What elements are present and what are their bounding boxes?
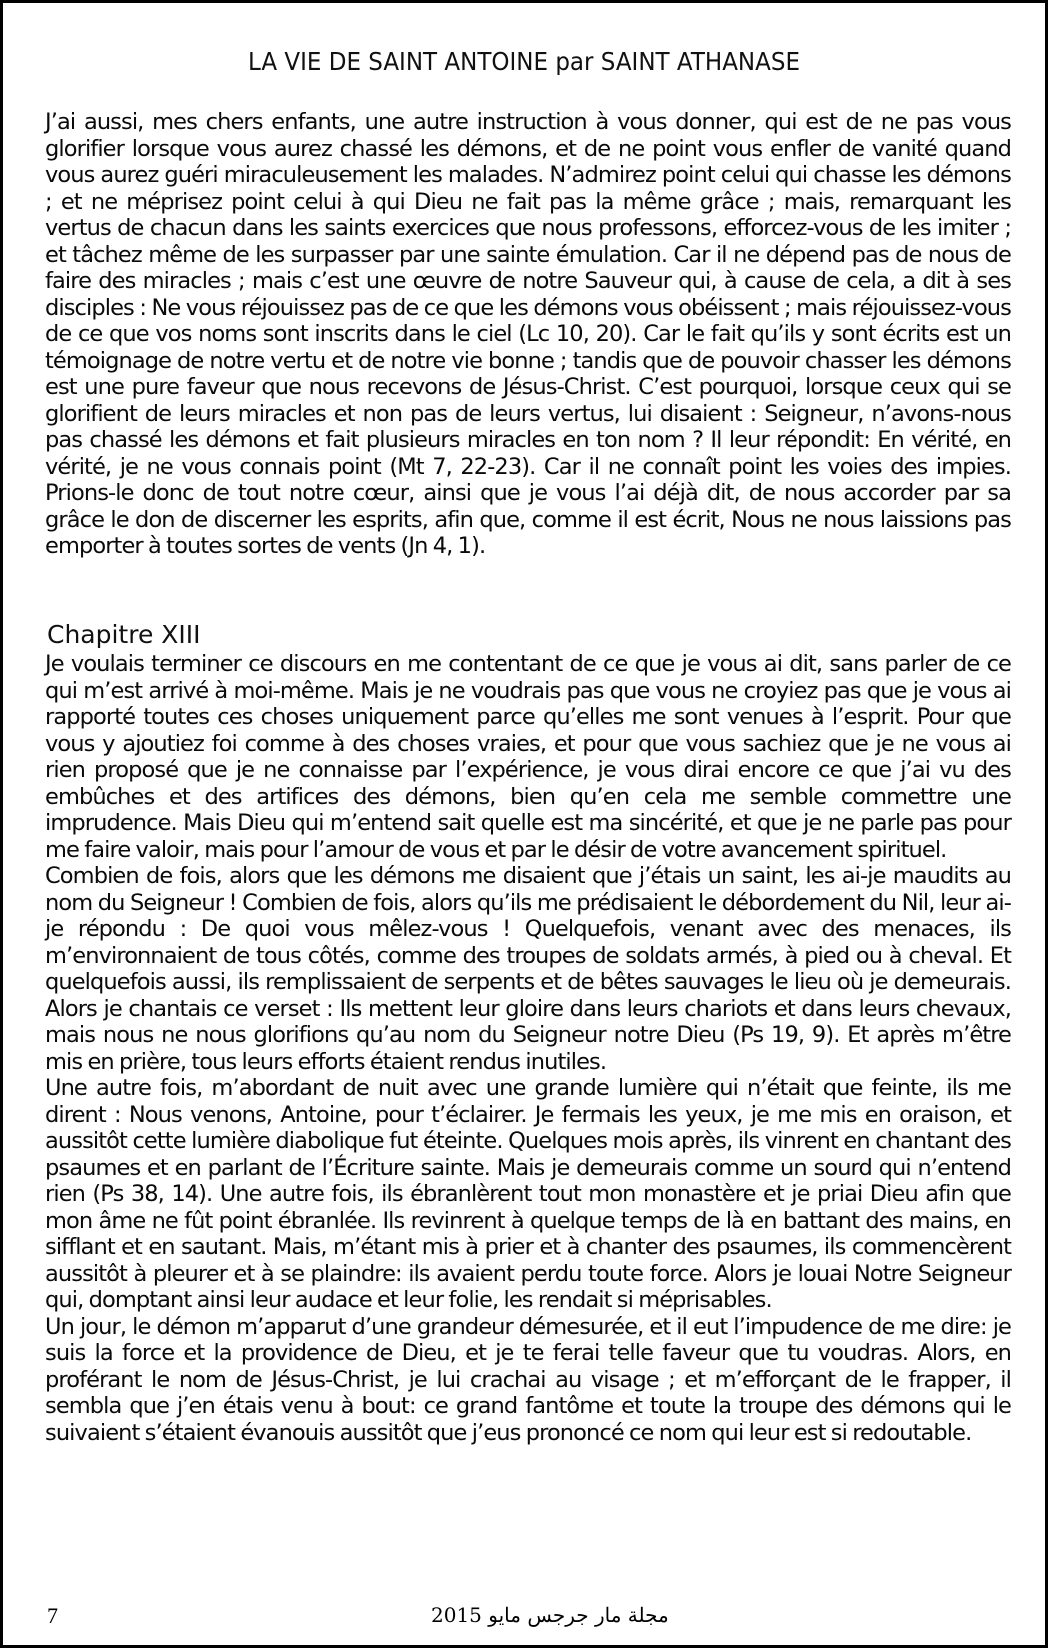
chapter-heading: Chapitre XIII <box>47 620 201 649</box>
paragraph: J’ai aussi, mes chers enfants, une autre instruction à vous donner, qui est de ne pas vous glorifier lorsque vous aurez chassé les démons, et de ne point vous enfler de vanité quand vous aurez guéri miraculeusement les malades. N’admirez point celui qui chasse les démons ; et ne méprisez point celui à qui Dieu ne fait pas la même grâce ; mais, remarquant les vertus de chacun dans les saints exercices que nous professons, efforcez-vous de les imiter ; et tâchez même de les surpasser par une sainte émulation. Car il ne dépend pas de nous de faire des miracles ; mais c’est une œuvre de notre Sauveur qui, à cause de cela, a dit à ses disciples : Ne vous réjouissez pas de ce que les démons vous obéissent ; mais réjouissez-vous de ce que vos noms sont inscrits dans le ciel (Lc 10, 20). Car le fait qu’ils y sont écrits est un témoignage de notre vertu et de notre vie bonne ; tandis que de pouvoir chasser les démons est une pure faveur que nous recevons de Jésus-Christ. C’est pourquoi, lorsque ceux qui se glorifient de leurs miracles et non pas de leurs vertus, lui disaient : Seigneur, n’avons-nous pas chassé les démons et fait plusieurs miracles en ton nom ? Il leur répondit: En vérité, en vérité, je ne vous connais point (Mt 7, 22-23). Car il ne connaît point les voies des impies. Prions-le donc de tout notre cœur, ainsi que je vous l’ai déjà dit, de nous accorder par sa grâce le don de discerner les esprits, afin que, comme il est écrit, Nous ne nous laissions pas emporter à toutes sortes de vents (Jn 4, 1). <box>45 109 1011 559</box>
paragraph: Combien de fois, alors que les démons me disaient que j’étais un saint, les ai-je maudits au nom du Seigneur ! Combien de fois, alors qu’ils me prédisaient le débordement du Nil, leur ai-je répondu : De quoi vous mêlez-vous ! Quelquefois, venant avec des menaces, ils m’environnaient de tous côtés, comme des troupes de soldats armés, à pied ou à cheval. Et quelquefois aussi, ils remplissaient de serpents et de bêtes sauvages le lieu où je demeurais. Alors je chantais ce verset : Ils mettent leur gloire dans leurs chariots et dans leurs chevaux, mais nous ne nous glorifions qu’au nom du Seigneur notre Dieu (Ps 19, 9). Et après m’être mis en prière, tous leurs efforts étaient rendus inutiles. <box>45 863 1011 1075</box>
page-number: 7 <box>47 1603 58 1628</box>
intro-text <box>45 109 1011 560</box>
paragraph: Je voulais terminer ce discours en me contentant de ce que je vous ai dit, sans parler de ce qui m’est arrivé à moi-même. Mais je ne voudrais pas que vous ne croyiez pas que je vous ai rapporté toutes ces choses uniquement parce qu’elles me sont venues à l’esprit. Pour que vous y ajoutiez foi comme à des choses vraies, et pour que vous sachiez que je ne vous ai rien proposé que je ne connaisse par l’expérience, je vous dirai encore ce que j’ai vu des embûches et des artifices des démons, bien qu’en cela me semble commettre une imprudence. Mais Dieu qui m’entend sait quelle est ma sincérité, et que je ne parle pas pour me faire valoir, mais pour l’amour de vous et par le désir de votre avancement spirituel. <box>45 651 1011 863</box>
magazine-footer: مجلة مار جرجس مايو 2015 <box>431 1603 669 1627</box>
paragraph: Une autre fois, m’abordant de nuit avec une grande lumière qui n’était que feinte, ils me dirent : Nous venons, Antoine, pour t’éclairer. Je fermais les yeux, je me mis en oraison, et aussitôt cette lumière diabolique fut éteinte. Quelques mois après, ils vinrent en chantant des psaumes et en parlant de l’Écriture sainte. Mais je demeurais comme un sourd qui n’entend rien (Ps 38, 14). Une autre fois, ils ébranlèrent tout mon monastère et je priai Dieu afin que mon âme ne fût point ébranlée. Ils revinrent à quelque temps de là en battant des mains, en sifflant et en sautant. Mais, m’étant mis à prier et à chanter des psaumes, ils commencèrent aussitôt à pleurer et à se plaindre: ils avaient perdu toute force. Alors je louai Notre Seigneur qui, domptant ainsi leur audace et leur folie, les rendait si méprisables. <box>45 1075 1011 1313</box>
paragraph: Un jour, le démon m’apparut d’une grandeur démesurée, et il eut l’impudence de me dire: je suis la force et la providence de Dieu, et je te ferai telle faveur que tu voudras. Alors, en proférant le nom de Jésus-Christ, je lui crachai au visage ; et m’efforçant de le frapper, il sembla que j’en étais venu à bout: ce grand fantôme et toute la troupe des démons qui le suivaient s’étaient évanouis aussitôt que j’eus prononcé ce nom qui leur est si redoutable. <box>45 1313 1011 1446</box>
chapter-text <box>45 651 1011 1446</box>
document-title: LA VIE DE SAINT ANTOINE par SAINT ATHANASE <box>248 47 800 76</box>
